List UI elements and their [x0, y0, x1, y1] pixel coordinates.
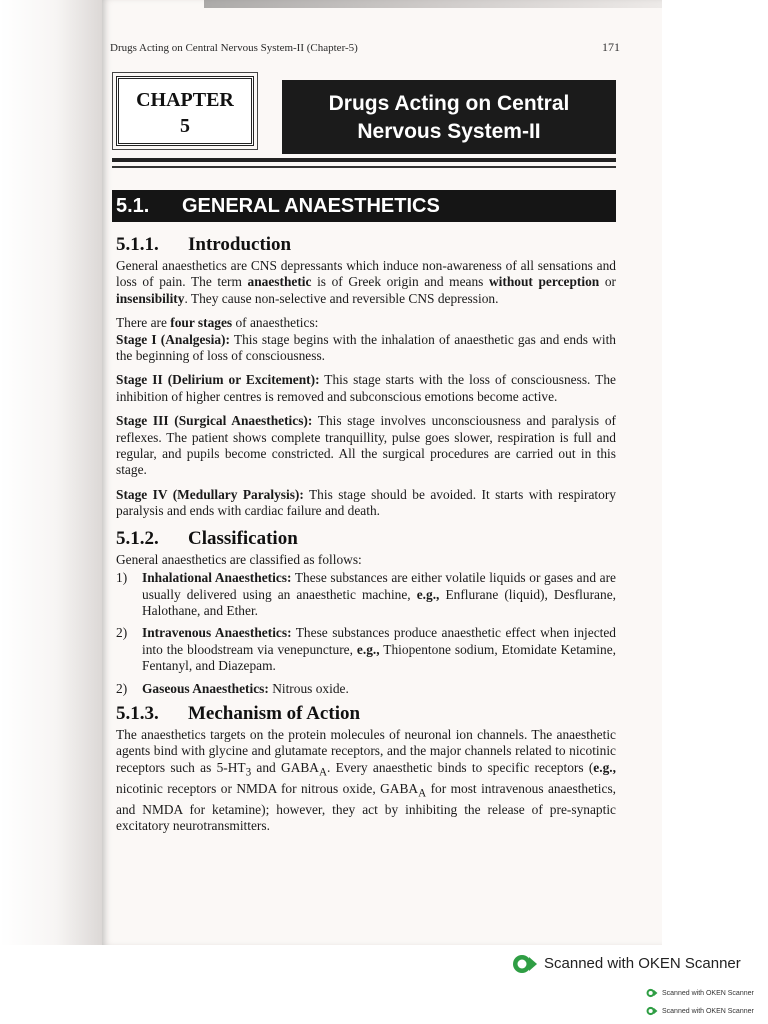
chapter-number: 5 — [180, 115, 190, 137]
item-label: Intravenous Anaesthetics: — [142, 625, 292, 641]
text-run: . Every anaesthetic binds to specific receptors ( — [327, 759, 594, 775]
item-label: Gaseous Anaesthetics: — [142, 680, 269, 696]
chapter-title-banner — [282, 80, 616, 154]
watermark-text: Scanned with OKEN Scanner — [544, 955, 741, 972]
classification-list — [116, 570, 616, 697]
scanner-watermark-small — [645, 1006, 754, 1018]
oken-logo-icon — [512, 953, 538, 975]
classification-number: 5.1.2. — [116, 527, 159, 549]
scanner-watermark — [512, 952, 741, 976]
list-item — [116, 681, 616, 697]
mechanism-paragraph — [116, 727, 616, 835]
stage-4 — [116, 487, 616, 520]
stage-text: This stage should be avoided. It starts with respiratory paralysis and ends with cardiac failure and death. — [116, 486, 616, 519]
chapter-title-line2: Nervous System-II — [357, 120, 541, 143]
classification-lead: General anaesthetics are classified as follows: — [116, 551, 362, 567]
heading-rule-thick — [112, 158, 616, 162]
stage-label: Stage II (Delirium or Excitement): — [116, 372, 320, 388]
scan-top-shadow — [204, 0, 662, 8]
stage-text: This stage begins with the inhalation of anaesthetic gas and ends with the beginning of loss of consciousness. — [116, 331, 616, 364]
scanner-watermark-small — [645, 988, 754, 1000]
text-run: of anaesthetics: — [232, 315, 319, 331]
text-run: There are — [116, 315, 171, 331]
stage-text: This stage involves unconsciousness and paralysis of reflexes. The patient shows complete tranquillity, pulse goes slower, respiration is full and regular, and pupils become constricted. All the surgical procedures are carried out in this stage. — [116, 413, 616, 478]
classification-heading — [116, 528, 616, 550]
oken-logo-icon — [645, 988, 659, 998]
text-run: nicotinic receptors or NMDA for nitrous oxide, GABA — [116, 780, 419, 796]
list-item — [116, 570, 616, 619]
subscript: A — [318, 766, 328, 779]
classification-title: Classification — [188, 527, 298, 549]
text-run: These substances produce anaesthetic effect when injected into the bloodstream via venepuncture, — [142, 625, 616, 657]
list-item — [116, 625, 616, 674]
bold-term: without perception — [488, 274, 600, 290]
book-page — [102, 0, 662, 945]
text-run: is of Greek origin and means — [311, 274, 489, 290]
section-heading-bar — [112, 190, 616, 222]
scan-left-margin — [0, 0, 102, 945]
running-head: Drugs Acting on Central Nervous System-II (Chapter-5) — [110, 42, 358, 54]
chapter-box — [116, 76, 254, 146]
list-marker: 1) — [116, 570, 128, 586]
text-run: for most intravenous anaesthetics, and NMDA for ketamine); however, they act by inhibiting the release of pre-synaptic excitatory neurotransmitters. — [116, 780, 617, 834]
stage-1 — [116, 332, 616, 365]
intro-number: 5.1.1. — [116, 234, 159, 255]
eg-label: e.g., — [416, 586, 440, 602]
watermark-text: Scanned with OKEN Scanner — [662, 990, 754, 997]
page-number: 171 — [602, 40, 620, 54]
stage-text: This stage starts with the loss of consciousness. The inhibition of higher centres is removed and subconscious emotions become active. — [116, 372, 616, 404]
chapter-title-line1: Drugs Acting on Central — [328, 92, 570, 115]
heading-rule-thin — [112, 166, 616, 168]
oken-logo-icon — [645, 1006, 659, 1016]
eg-label: e.g., — [356, 641, 380, 657]
text-run: These substances are either volatile liquids or gases and are usually delivered using an anaesthetic machine, — [142, 570, 616, 602]
mechanism-heading — [116, 703, 616, 725]
intro-heading — [116, 234, 616, 256]
subscript: A — [418, 787, 427, 800]
item-label: Inhalational Anaesthetics: — [142, 570, 292, 586]
text-run: Thiopentone sodium, Etomidate Ketamine, Fentanyl, and Diazepam. — [142, 641, 616, 674]
stage-2 — [116, 372, 616, 405]
text-run: The anaesthetics targets on the protein molecules of neuronal ion channels. The anaesthetic agents bind with glycine and glutamate receptors, and the major channels related to nicotinic receptors such as 5-HT — [116, 726, 616, 775]
stage-label: Stage I (Analgesia): — [116, 331, 230, 347]
list-marker: 2) — [116, 680, 128, 696]
section-number: 5.1. — [116, 195, 150, 217]
stage-label: Stage IV (Medullary Paralysis): — [116, 486, 304, 502]
stage-label: Stage III (Surgical Anaesthetics): — [116, 413, 313, 429]
stages-lead — [116, 315, 616, 331]
eg-label: e.g., — [593, 759, 616, 775]
watermark-text: Scanned with OKEN Scanner — [662, 1008, 754, 1015]
mechanism-number: 5.1.3. — [116, 702, 159, 724]
subscript: 3 — [245, 766, 252, 779]
stage-3 — [116, 413, 616, 479]
text-run: or — [599, 274, 616, 290]
text-run: and GABA — [251, 759, 319, 775]
bold-term: insensibility — [116, 290, 185, 306]
text-run: Nitrous oxide. — [268, 680, 349, 696]
intro-paragraph — [116, 258, 616, 307]
text-run: Enflurane (liquid), Desflurane, Halothane, and Ether. — [142, 586, 616, 618]
text-run: General anaesthetics are CNS depressants which induce non-awareness of all sensations and loss of pain. The term — [116, 258, 616, 290]
list-marker: 2) — [116, 625, 128, 641]
bold-term: four stages — [170, 315, 233, 331]
mechanism-title: Mechanism of Action — [188, 702, 361, 724]
chapter-label: CHAPTER — [136, 89, 234, 111]
intro-title: Introduction — [188, 234, 292, 255]
text-run: . They cause non-selective and reversible CNS depression. — [184, 290, 499, 306]
section-title: GENERAL ANAESTHETICS — [182, 195, 440, 217]
page-content — [116, 230, 616, 843]
bold-term: anaesthetic — [247, 274, 312, 290]
